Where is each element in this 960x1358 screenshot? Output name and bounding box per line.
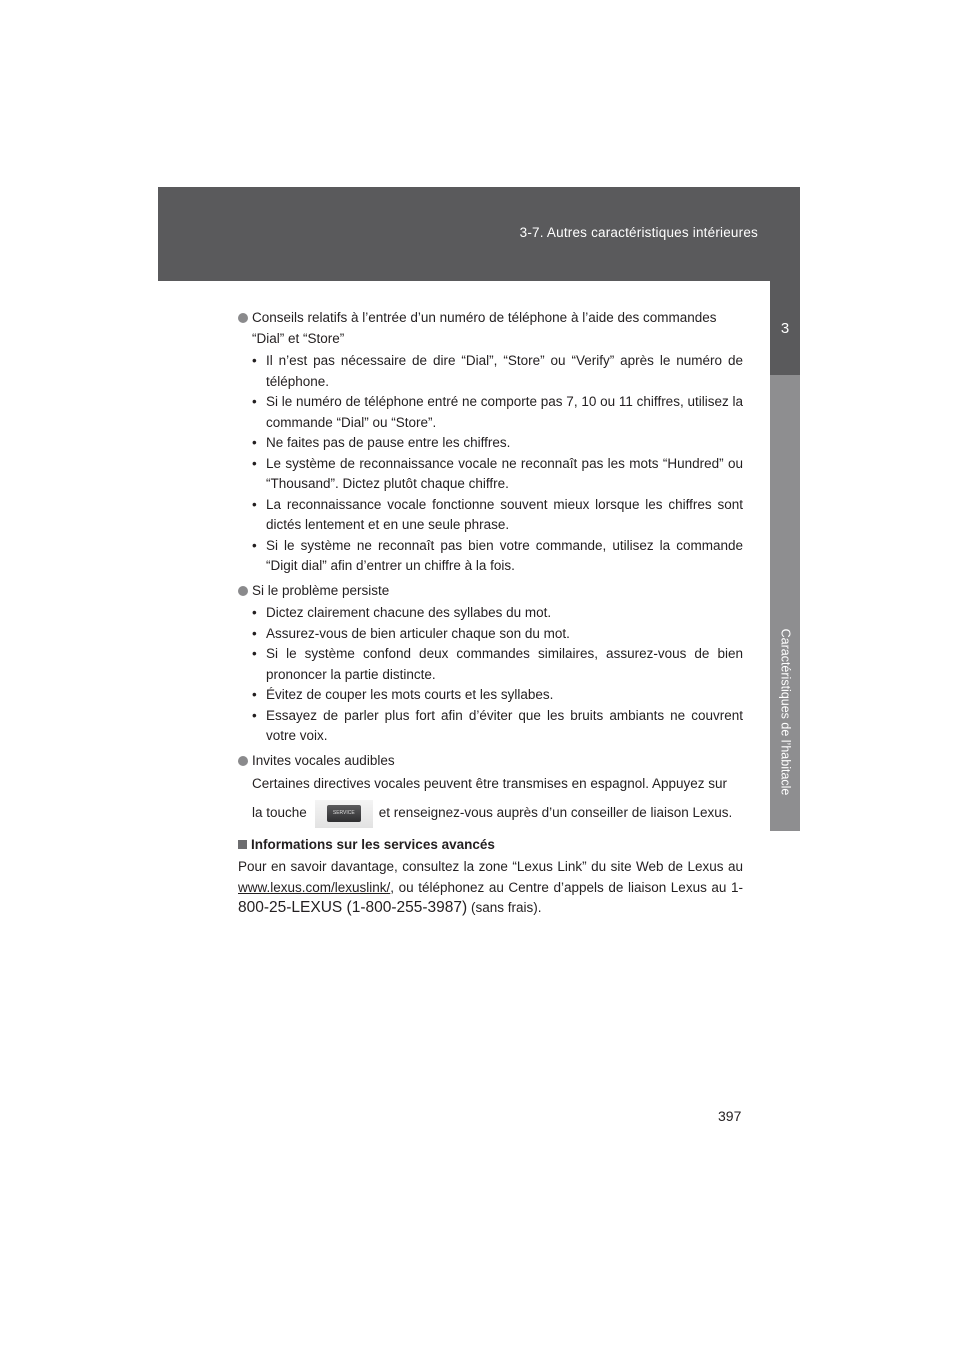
advanced-heading: Informations sur les services avancés xyxy=(251,836,495,852)
prompts-heading-row xyxy=(238,751,743,772)
list-item: • Si le numéro de téléphone entré ne comporte pas 7, 10 ou 11 chiffres, utilisez la commande “Dial” ou “Store”. xyxy=(252,394,743,430)
list-item: • Si le système confond deux commandes similaires, assurez-vous de bien prononcer la partie distincte. xyxy=(252,646,743,682)
list-item: • Si le système ne reconnaît pas bien votre commande, utilisez la commande “Digit dial” afin d’entrer un chiffre à la fois. xyxy=(252,537,743,573)
chapter-label-wrap xyxy=(770,612,800,812)
tips-dial-heading: Conseils relatifs à l’entrée d’un numéro de téléphone à l’aide des commandes “Dial” et “Store” xyxy=(252,310,717,346)
advanced-section xyxy=(238,835,743,919)
prompts-text: Certaines directives vocales peuvent être transmises en espagnol. Appuyez sur xyxy=(252,776,728,791)
list-item: • Assurez-vous de bien articuler chaque son du mot. xyxy=(252,625,570,641)
persist-section xyxy=(238,581,743,747)
bullet-dot-icon xyxy=(238,756,248,766)
prompts-text-after: et renseignez-vous auprès d’un conseiller de liaison Lexus. xyxy=(378,805,733,821)
list-item: • Dictez clairement chacune des syllabes du mot. xyxy=(252,605,552,620)
list-item: • La reconnaissance vocale fonctionne souvent mieux lorsque les chiffres sont dictés lentement et en une seule phrase. xyxy=(252,496,743,532)
list-item: • Essayez de parler plus fort afin d’éviter que les bruits ambiants ne couvrent votre voix. xyxy=(252,707,743,743)
side-tab xyxy=(770,281,800,831)
list-item: • Le système de reconnaissance vocale ne reconnaît pas les mots “Hundred” ou “Thousand”. Dictez plutôt chaque chiffre. xyxy=(252,455,743,491)
list-item: • Il n’est pas nécessaire de dire “Dial”, “Store” ou “Verify” après le numéro de téléphone. xyxy=(252,353,743,389)
list-item: • Ne faites pas de pause entre les chiffres. xyxy=(252,435,511,450)
phone-number: 800-25-LEXUS (1-800-255-3987) xyxy=(238,899,468,916)
chapter-label: Caractéristiques de l’habitacle xyxy=(778,628,793,796)
list-item: • Évitez de couper les mots courts et les syllabes. xyxy=(252,687,554,702)
bullet-dot-icon xyxy=(238,313,248,323)
header-band xyxy=(158,187,800,281)
service-button-illustration xyxy=(315,800,373,828)
bullet-dot-icon xyxy=(238,586,248,596)
tips-dial-list xyxy=(238,351,743,577)
prompts-heading: Invites vocales audibles xyxy=(252,752,395,768)
square-bullet-icon xyxy=(238,840,247,849)
service-button-icon: SERVICE xyxy=(327,805,361,822)
advanced-text: Pour en savoir davantage, consultez la zone “Lexus Link” du site Web de Lexus au www.lexus.com/lexuslink/, ou téléphonez au Centre d’appels de liaison Lexus au 1- 800-25-LEXUS (1-800-255-3987) (sans frais). xyxy=(238,859,743,916)
persist-heading-row xyxy=(238,581,743,602)
prompts-button-line xyxy=(238,797,743,831)
chapter-number: 3 xyxy=(770,281,800,375)
persist-list xyxy=(238,603,743,747)
page-number: 397 xyxy=(718,1108,742,1124)
tips-dial-heading-row xyxy=(238,308,743,349)
advanced-heading-row xyxy=(238,835,743,856)
persist-heading: Si le problème persiste xyxy=(252,582,390,598)
prompts-text-before: la touche xyxy=(252,805,307,821)
prompts-section xyxy=(238,751,743,831)
tips-dial-section xyxy=(238,308,743,577)
page-content xyxy=(238,308,743,922)
lexus-link[interactable]: www.lexus.com/lexuslink/ xyxy=(238,879,391,895)
section-title: 3-7. Autres caractéristiques intérieures xyxy=(519,225,758,240)
